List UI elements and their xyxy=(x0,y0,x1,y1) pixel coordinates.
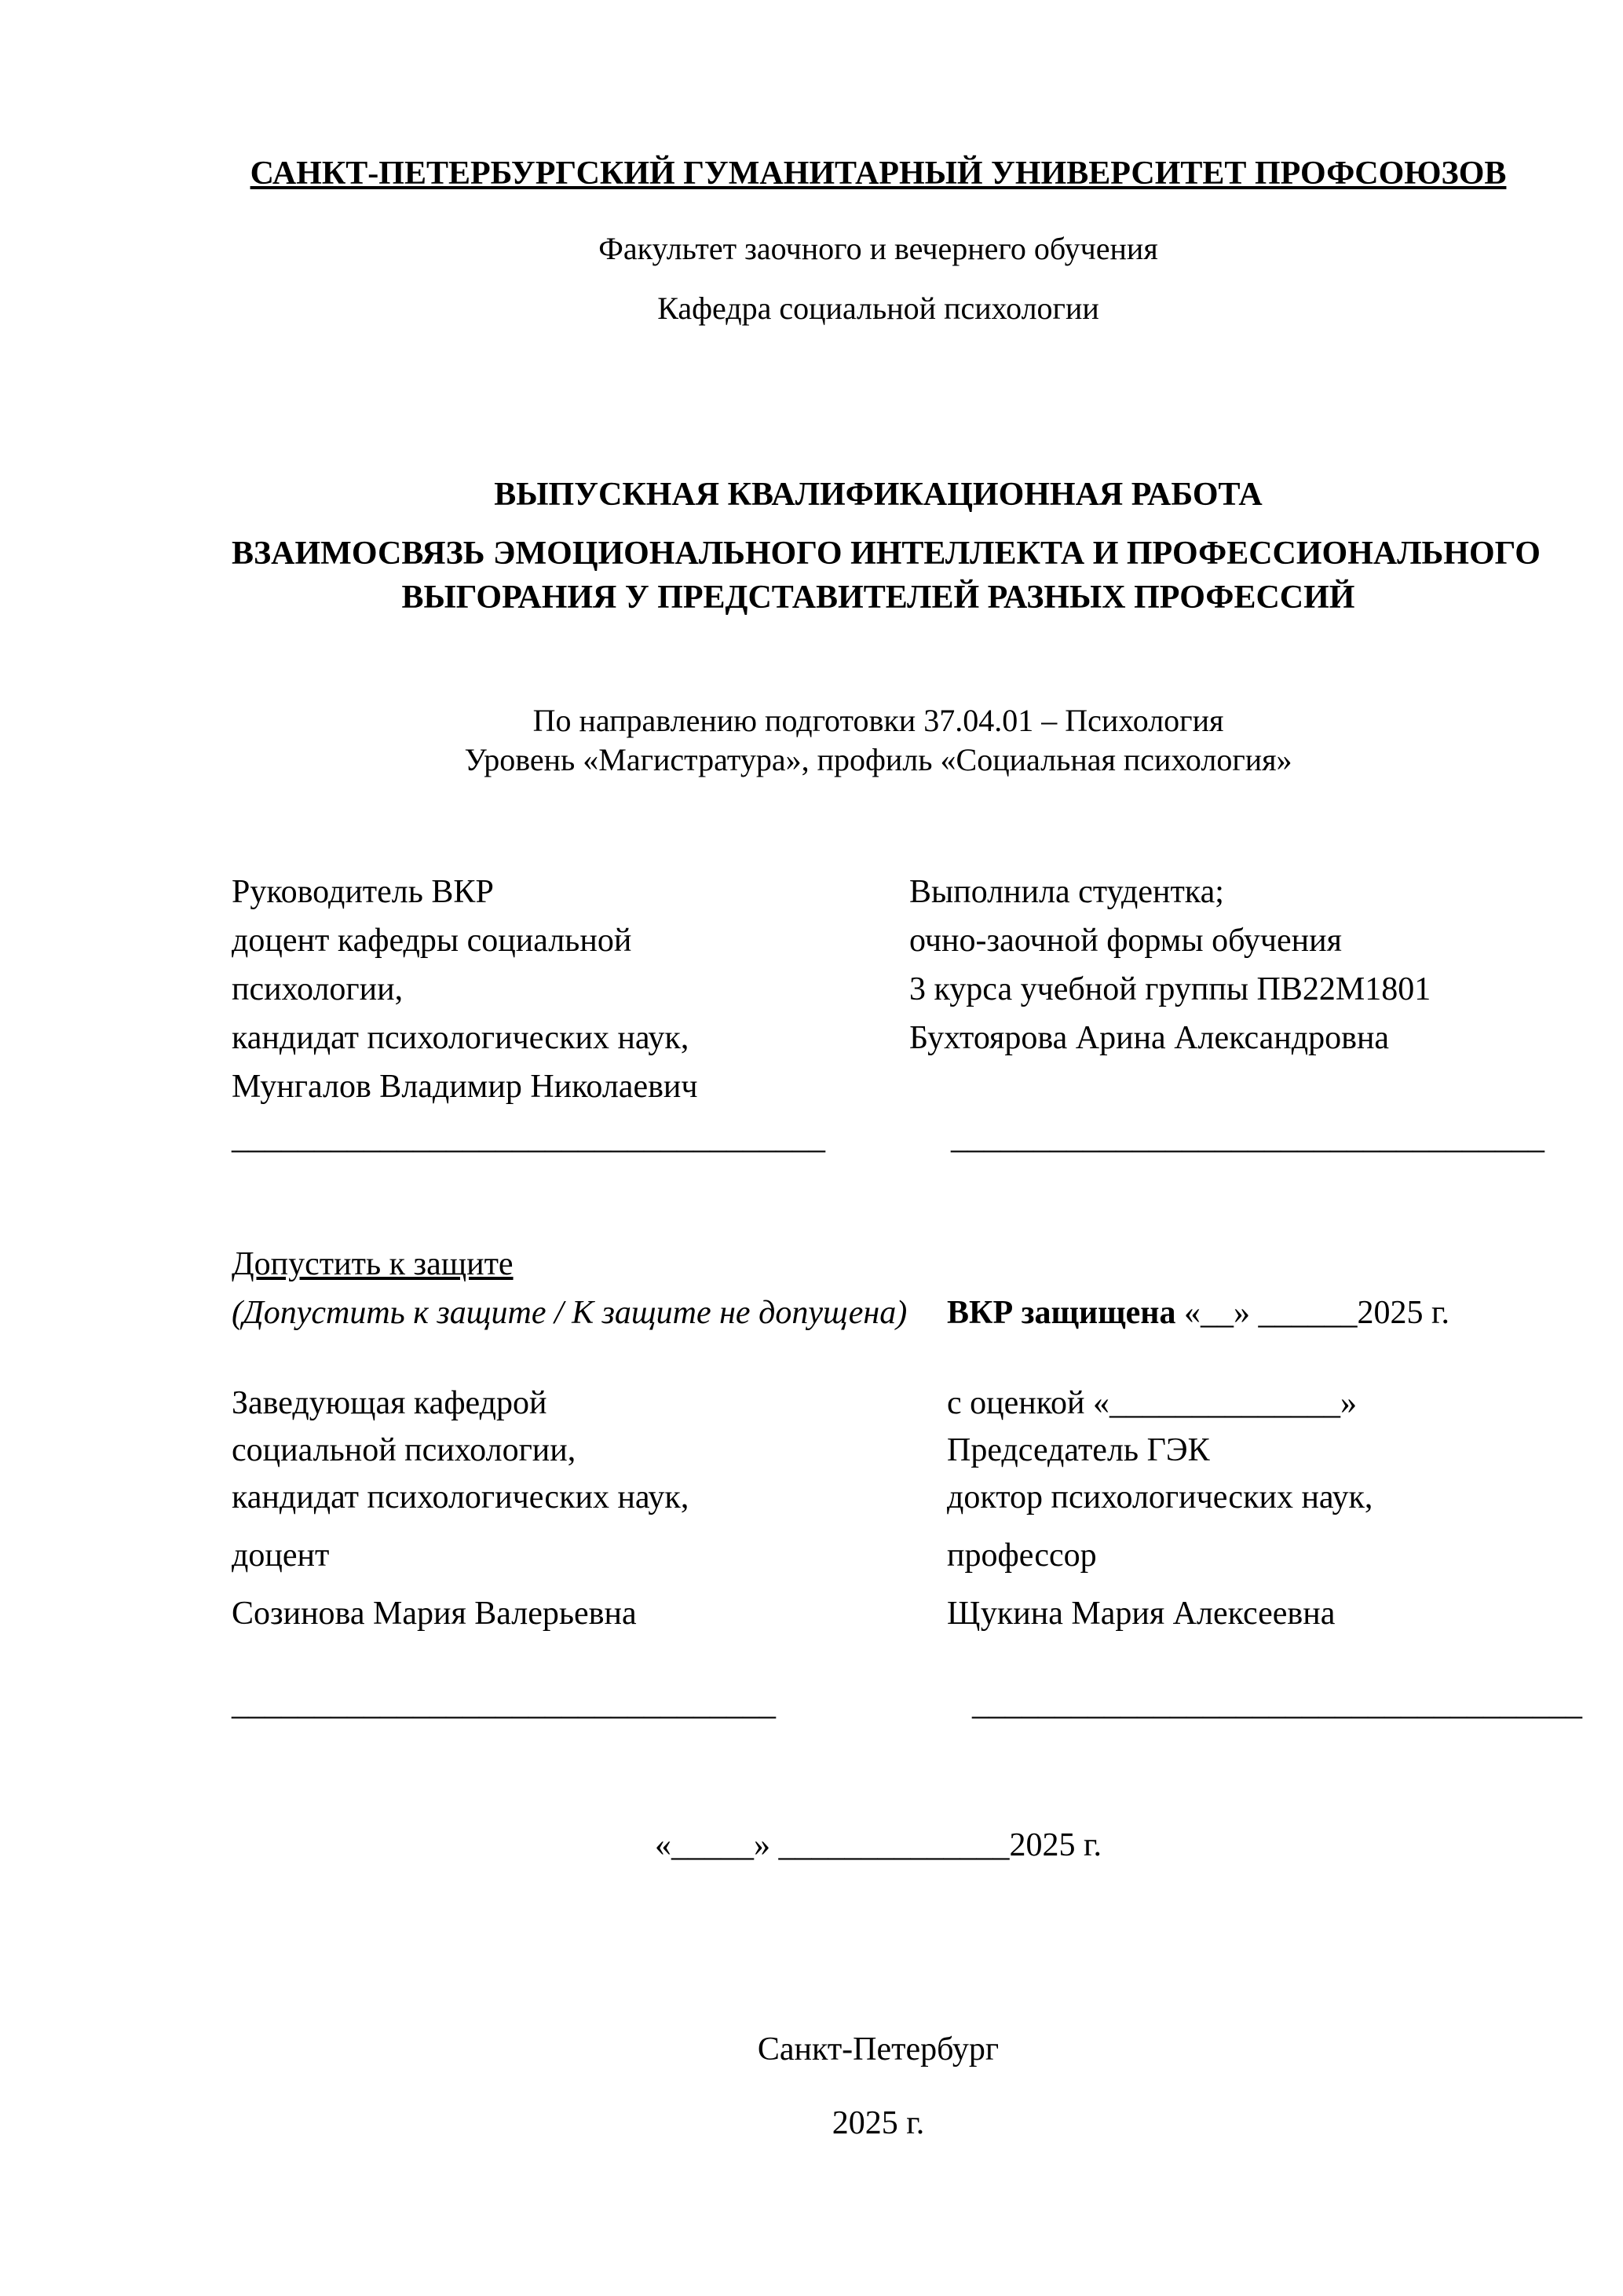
student-name: Бухтоярова Арина Александровна xyxy=(909,1020,1390,1056)
university-name: САНКТ-ПЕТЕРБУРГСКИЙ ГУМАНИТАРНЫЙ УНИВЕРСИТЕТ ПРОФСОЮЗОВ xyxy=(250,155,1507,192)
committee-block xyxy=(909,1380,1525,1637)
defended-label: ВКР защищена xyxy=(947,1295,1176,1331)
supervisor-degree: кандидат психологических наук, xyxy=(232,1020,689,1056)
date-blank-line: «_____» ______________2025 г. xyxy=(655,1827,1102,1863)
thesis-title-line-2: ВЫГОРАНИЯ У ПРЕДСТАВИТЕЛЕЙ РАЗНЫХ ПРОФЕССИЙ xyxy=(401,579,1355,616)
head-title: доцент xyxy=(232,1537,330,1574)
thesis-title-line-1: ВЗАИМОСВЯЗЬ ЭМОЦИОНАЛЬНОГО ИНТЕЛЛЕКТА И ПРОФЕССИОНАЛЬНОГО xyxy=(232,536,1541,572)
committee-chair: Председатель ГЭК xyxy=(947,1432,1210,1468)
student-block xyxy=(909,868,1525,1111)
committee-title: профессор xyxy=(947,1537,1097,1574)
supervisor-name: Мунгалов Владимир Николаевич xyxy=(232,1069,698,1105)
committee-degree: доктор психологических наук, xyxy=(947,1479,1373,1515)
city-line: Санкт-Петербург xyxy=(757,2031,1000,2067)
committee-name: Щукина Мария Алексеевна xyxy=(947,1596,1336,1632)
supervisor-student-block xyxy=(232,868,1525,1111)
student-form: очно-заочной формы обучения xyxy=(909,923,1342,959)
department-line: Кафедра социальной психологии xyxy=(657,291,1099,326)
direction-line: По направлению подготовки 37.04.01 – Психология xyxy=(532,703,1224,738)
work-type-heading: ВЫПУСКНАЯ КВАЛИФИКАЦИОННАЯ РАБОТА xyxy=(494,477,1263,513)
student-role: Выполнила студентка; xyxy=(909,874,1224,910)
level-line: Уровень «Магистратура», профиль «Социальная психология» xyxy=(464,742,1292,777)
student-group: 3 курса учебной группы ПВ22М1801 xyxy=(909,971,1431,1007)
admission-heading: Допустить к защите xyxy=(232,1246,514,1282)
department-head-block xyxy=(232,1380,909,1637)
signature-row-1 xyxy=(232,1114,1544,1161)
head-committee-block xyxy=(232,1380,1525,1637)
supervisor-signature-line: ____________________________________ xyxy=(232,1120,825,1156)
head-role-1: Заведующая кафедрой xyxy=(232,1385,547,1421)
head-role-2: социальной психологии, xyxy=(232,1432,576,1468)
year-line: 2025 г. xyxy=(832,2105,925,2141)
defended-date-blank: «__» ______2025 г. xyxy=(1175,1295,1449,1331)
head-degree: кандидат психологических наук, xyxy=(232,1479,689,1515)
supervisor-position-1: доцент кафедры социальной xyxy=(232,923,632,959)
supervisor-role: Руководитель ВКР xyxy=(232,874,494,910)
head-name: Созинова Мария Валерьевна xyxy=(232,1596,637,1632)
supervisor-block xyxy=(232,868,909,1111)
grade-blank-line: с оценкой «______________» xyxy=(947,1385,1357,1421)
admission-row xyxy=(232,1291,1525,1335)
signature-row-2 xyxy=(232,1680,1582,1727)
defense-date-line xyxy=(909,1291,1525,1335)
admission-note: (Допустить к защите / К защите не допущена) xyxy=(232,1295,908,1331)
student-signature-line: ____________________________________ xyxy=(951,1120,1544,1156)
chair-signature-line: _____________________________________ xyxy=(972,1686,1582,1722)
faculty-line: Факультет заочного и вечернего обучения xyxy=(598,231,1158,266)
supervisor-position-2: психологии, xyxy=(232,971,404,1007)
thesis-title xyxy=(232,532,1541,620)
head-signature-line: _________________________________ xyxy=(232,1686,776,1722)
